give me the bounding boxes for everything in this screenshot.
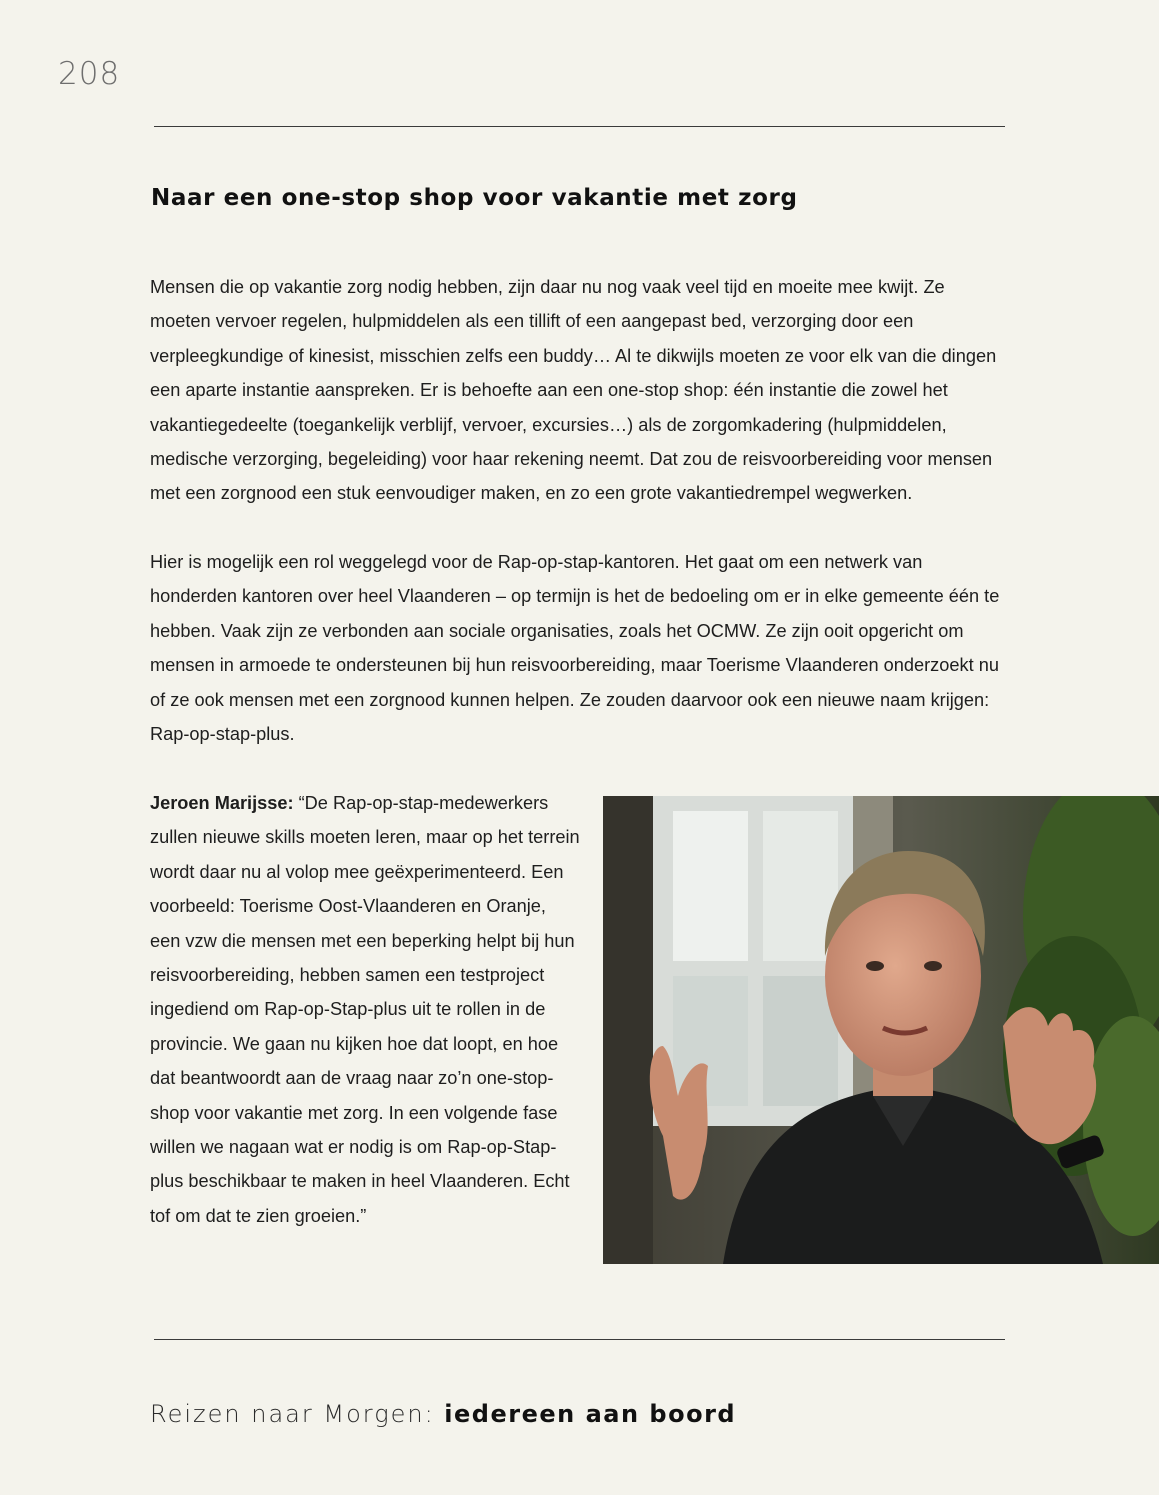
footer-emphasis: iedereen aan boord [444, 1400, 737, 1428]
page-number: 208 [58, 56, 121, 92]
footer-title [150, 1400, 736, 1428]
top-divider [154, 126, 1005, 127]
footer-prefix: Reizen naar Morgen: [150, 1400, 445, 1428]
bottom-divider [154, 1339, 1005, 1340]
quote-speaker: Jeroen Marijsse: [150, 793, 294, 813]
portrait-photo [603, 796, 1159, 1264]
quote-block [150, 786, 580, 1233]
paragraph-rap-op-stap: Hier is mogelijk een rol weggelegd voor de Rap-op-stap-kantoren. Het gaat om een netwerk van honderden kantoren over heel Vlaanderen – op termijn is het de bedoeling om er in elke gemeente één te hebben. Vaak zijn ze verbonden aan sociale organisaties, zoals het OCMW. Ze zijn ooit opgericht om mensen in armoede te ondersteunen bij hun reisvoorbereiding, maar Toerisme Vlaanderen onderzoekt nu of ze ook mensen met een zorgnood kunnen helpen. Ze zouden daarvoor ook een nieuwe naam krijgen: Rap-op-stap-plus. [150, 552, 1000, 745]
paragraph-intro: Mensen die op vakantie zorg nodig hebben, zijn daar nu nog vaak veel tijd en moeite mee kwijt. Ze moeten vervoer regelen, hulpmiddelen als een tillift of een aangepast bed, verzorging door een verpleegkundige of kinesist, misschien zelfs een buddy… Al te dikwijls moeten ze voor elk van die dingen een aparte instantie aanspreken. Er is behoefte aan een one-stop shop: één instantie die zowel het vakantiegedeelte (toegankelijk verblijf, vervoer, excursies…) als de zorgomkadering (hulpmiddelen, medische verzorging, begeleiding) voor haar rekening neemt. Dat zou de reisvoorbereiding voor mensen met een zorgnood een stuk eenvoudiger maken, en zo een grote vakantiedrempel wegwerken. [150, 277, 997, 504]
quote-text: “De Rap-op-stap-medewerkers zullen nieuwe skills moeten leren, maar op het terrein wordt daar nu al volop mee geëxperimenteerd. Een voorbeeld: Toerisme Oost-Vlaanderen en Oranje, een vzw die mensen met een beperking helpt bij hun reisvoorbereiding, hebben samen een testproject ingediend om Rap-op-Stap-plus uit te rollen in de provincie. We gaan nu kijken hoe dat loopt, en hoe dat beantwoordt aan de vraag naar zo’n one-stop-shop voor vakantie met zorg. In een volgende fase willen we nagaan wat er nodig is om Rap-op-Stap-plus beschikbaar te maken in heel Vlaanderen. Echt tof om dat te zien groeien.” [150, 793, 580, 1226]
section-heading: Naar een one-stop shop voor vakantie met zorg [151, 185, 798, 211]
